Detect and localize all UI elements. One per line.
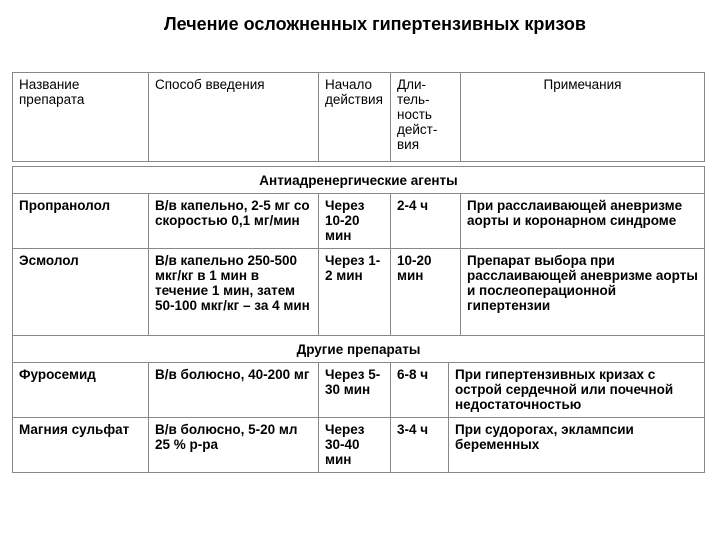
table-row <box>13 194 705 249</box>
drug-notes: При расслаивающей аневризме аорты и коронарном синдроме <box>461 194 705 249</box>
header-route: Способ введения <box>149 73 319 162</box>
drugs-table <box>12 166 705 473</box>
drug-notes: При судорогах, эклампсии беременных <box>449 418 705 473</box>
page-title: Лечение осложненных гипертензивных кризов <box>164 14 586 34</box>
header-duration: Дли-тель-ность дейст-вия <box>391 73 461 162</box>
section-title: Антиадренергические агенты <box>13 167 705 194</box>
drug-route: В/в болюсно, 5-20 мл 25 % р-ра <box>149 418 319 473</box>
header-name: Название препарата <box>13 73 149 162</box>
table-row <box>13 249 705 336</box>
section-row <box>13 336 705 363</box>
drug-onset: Через 30-40 мин <box>319 418 391 473</box>
drug-route: В/в болюсно, 40-200 мг <box>149 363 319 418</box>
table-row <box>13 418 705 473</box>
section-title: Другие препараты <box>13 336 705 363</box>
header-onset: Начало действия <box>319 73 391 162</box>
drug-notes: При гипертензивных кризах с острой сердечной или почечной недостаточностью <box>449 363 705 418</box>
header-table <box>12 72 705 162</box>
drug-duration: 6-8 ч <box>391 363 449 418</box>
section-row <box>13 167 705 194</box>
drug-duration: 10-20 мин <box>391 249 461 336</box>
drug-onset: Через 10-20 мин <box>319 194 391 249</box>
drug-duration: 2-4 ч <box>391 194 461 249</box>
drug-notes: Препарат выбора при расслаивающей аневризме аорты и послеоперационной гипертензии <box>461 249 705 336</box>
drug-onset: Через 5-30 мин <box>319 363 391 418</box>
drug-onset: Через 1-2 мин <box>319 249 391 336</box>
drug-name: Фуросемид <box>13 363 149 418</box>
drug-route: В/в капельно 250-500 мкг/кг в 1 мин в течение 1 мин, затем 50-100 мкг/кг – за 4 мин <box>149 249 319 336</box>
table-row <box>13 363 705 418</box>
drug-route: В/в капельно, 2-5 мг со скоростью 0,1 мг/мин <box>149 194 319 249</box>
header-notes: Примечания <box>461 73 705 162</box>
drug-duration: 3-4 ч <box>391 418 449 473</box>
header-row <box>13 73 705 162</box>
drug-name: Пропранолол <box>13 194 149 249</box>
drug-name: Эсмолол <box>13 249 149 336</box>
drug-name: Магния сульфат <box>13 418 149 473</box>
